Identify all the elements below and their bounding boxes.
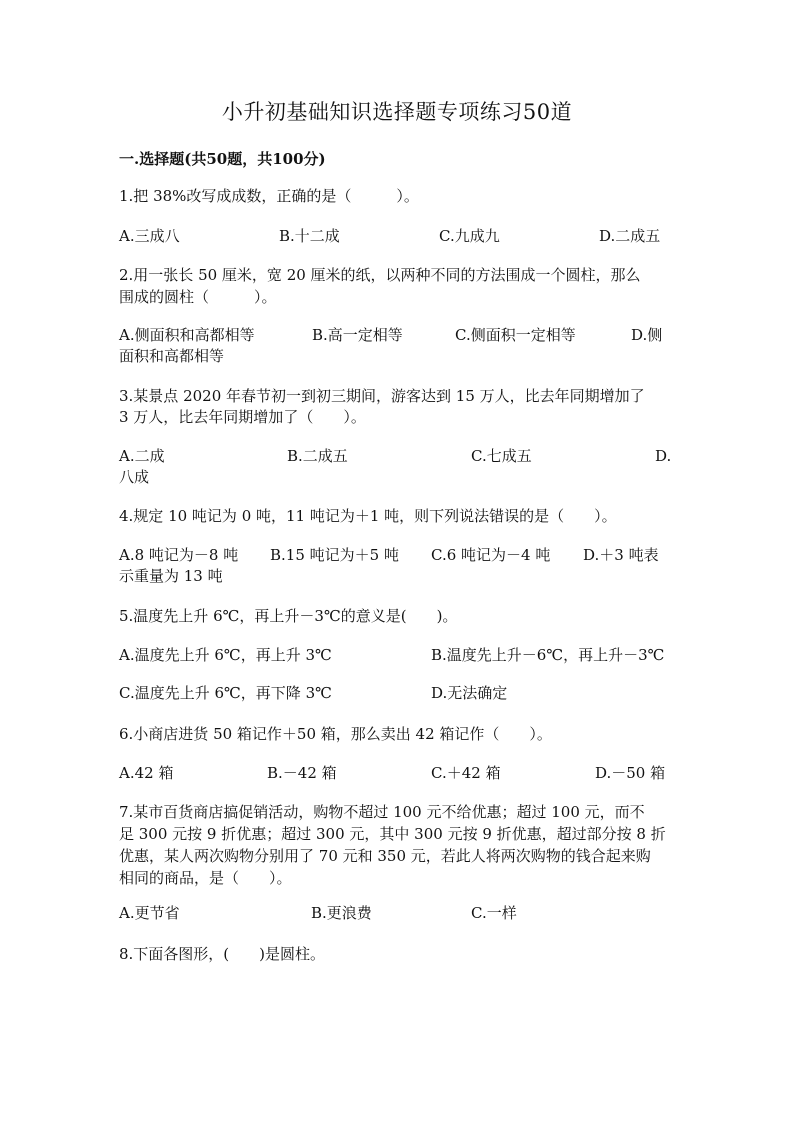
question-3-option-a[interactable]: A.二成 bbox=[119, 447, 165, 465]
question-7-option-a[interactable]: A.更节省 bbox=[119, 904, 180, 922]
question-7-stem-line-2: 足 300 元按 9 折优惠；超过 300 元，其中 300 元按 9 折优惠，超过部分按 8 折 bbox=[119, 825, 666, 843]
question-5-options-row-2 bbox=[119, 682, 671, 704]
question-6-option-b[interactable]: B.－42 箱 bbox=[267, 764, 337, 782]
question-6-option-d[interactable]: D.－50 箱 bbox=[595, 764, 666, 782]
question-5-stem: 5.温度先上升 6℃，再上升－3℃的意义是( )。 bbox=[119, 607, 458, 625]
question-2-option-d[interactable]: D.侧 bbox=[631, 326, 663, 344]
question-1-options bbox=[119, 225, 671, 247]
question-2-options bbox=[119, 324, 671, 346]
question-1-option-a[interactable]: A.三成八 bbox=[119, 227, 180, 245]
question-5-option-a[interactable]: A.温度先上升 6℃，再上升 3℃ bbox=[119, 646, 332, 664]
question-7-option-c[interactable]: C.一样 bbox=[471, 904, 517, 922]
section-heading: 一.选择题(共50题，共100分) bbox=[119, 150, 326, 168]
question-4-option-d-continuation: 示重量为 13 吨 bbox=[119, 567, 223, 585]
question-3-stem-line-1: 3.某景点 2020 年春节初一到初三期间，游客达到 15 万人，比去年同期增加了 bbox=[119, 387, 645, 405]
question-4-options bbox=[119, 544, 671, 566]
question-2-option-a[interactable]: A.侧面积和高都相等 bbox=[119, 326, 255, 344]
question-2-option-d-continuation: 面积和高都相等 bbox=[119, 347, 225, 365]
question-5-option-d[interactable]: D.无法确定 bbox=[431, 684, 508, 702]
question-1-option-b[interactable]: B.十二成 bbox=[279, 227, 340, 245]
question-6-stem: 6.小商店进货 50 箱记作＋50 箱，那么卖出 42 箱记作（ ）。 bbox=[119, 725, 552, 743]
question-3-option-b[interactable]: B.二成五 bbox=[287, 447, 348, 465]
question-8-stem: 8.下面各图形，( )是圆柱。 bbox=[119, 945, 326, 963]
question-3-option-d[interactable]: D. bbox=[655, 447, 672, 465]
question-7-options bbox=[119, 902, 671, 924]
question-7-stem-line-4: 相同的商品，是（ ）。 bbox=[119, 869, 292, 887]
question-6-options bbox=[119, 762, 671, 784]
question-4-stem: 4.规定 10 吨记为 0 吨，11 吨记为＋1 吨，则下列说法错误的是（ ）。 bbox=[119, 507, 617, 525]
question-5-option-b[interactable]: B.温度先上升－6℃，再上升－3℃ bbox=[431, 646, 665, 664]
question-2-option-b[interactable]: B.高一定相等 bbox=[312, 326, 403, 344]
question-6-option-c[interactable]: C.＋42 箱 bbox=[431, 764, 501, 782]
question-4-option-a[interactable]: A.8 吨记为－8 吨 bbox=[119, 546, 239, 564]
question-3-stem-line-2: 3 万人，比去年同期增加了（ ）。 bbox=[119, 408, 366, 426]
page-title: 小升初基础知识选择题专项练习50道 bbox=[221, 100, 573, 124]
question-2-stem-line-1: 2.用一张长 50 厘米，宽 20 厘米的纸，以两种不同的方法围成一个圆柱，那么 bbox=[119, 266, 641, 284]
question-1-option-c[interactable]: C.九成九 bbox=[439, 227, 500, 245]
question-2-option-c[interactable]: C.侧面积一定相等 bbox=[455, 326, 576, 344]
question-3-options bbox=[119, 445, 671, 467]
question-5-option-c[interactable]: C.温度先上升 6℃，再下降 3℃ bbox=[119, 684, 332, 702]
question-3-option-d-continuation: 八成 bbox=[119, 468, 150, 486]
question-7-stem-line-1: 7.某市百货商店搞促销活动，购物不超过 100 元不给优惠；超过 100 元，而不 bbox=[119, 803, 645, 821]
question-1-stem: 1.把 38%改写成成数，正确的是（ ）。 bbox=[119, 187, 419, 205]
question-3-option-c[interactable]: C.七成五 bbox=[471, 447, 532, 465]
question-4-option-d[interactable]: D.＋3 吨表 bbox=[583, 546, 659, 564]
question-5-options-row-1 bbox=[119, 644, 671, 666]
question-4-option-c[interactable]: C.6 吨记为－4 吨 bbox=[431, 546, 551, 564]
question-7-stem-line-3: 优惠，某人两次购物分别用了 70 元和 350 元，若此人将两次购物的钱合起来购 bbox=[119, 847, 651, 865]
question-1-option-d[interactable]: D.二成五 bbox=[599, 227, 661, 245]
question-6-option-a[interactable]: A.42 箱 bbox=[119, 764, 174, 782]
question-2-stem-line-2: 围成的圆柱（ ）。 bbox=[119, 288, 277, 306]
question-4-option-b[interactable]: B.15 吨记为＋5 吨 bbox=[270, 546, 399, 564]
question-7-option-b[interactable]: B.更浪费 bbox=[311, 904, 372, 922]
